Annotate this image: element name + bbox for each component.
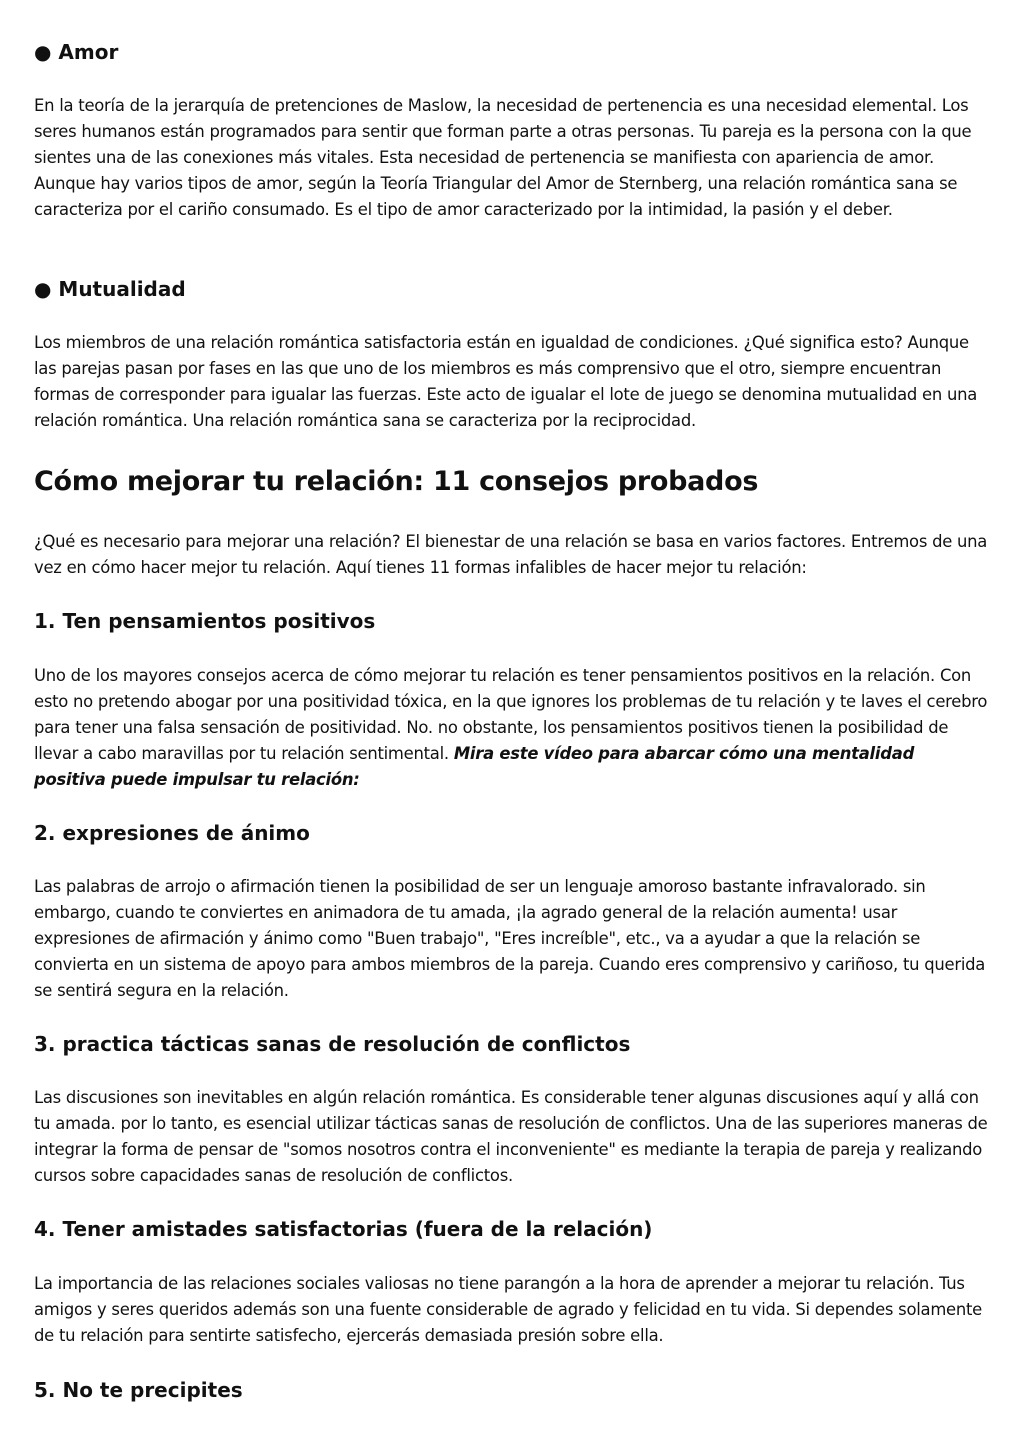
paragraph-tip-4: La importancia de las relaciones sociales valiosas no tiene parangón a la hora de aprender a mejorar tu relación. Tus amigos y seres queridos además son una fuente considerable de agrado y felicidad en tu vida. Si dependes solamente de tu relación para sentirte satisfecho, ejercerás demasiada presión sobre ella. [34,1274,983,1345]
paragraph-tip-1 [34,663,990,793]
heading-tip-3: 3. practica tácticas sanas de resolución de conflictos [34,1032,631,1056]
heading-tip-4: 4. Tener amistades satisfactorias (fuera de la relación) [34,1217,653,1241]
paragraph-intro: ¿Qué es necesario para mejorar una relación? El bienestar de una relación se basa en varios factores. Entremos de una vez en cómo hacer mejor tu relación. Aquí tienes 11 formas infalibles de hacer mejor tu relación: [34,532,988,577]
paragraph-tip-1-text: Uno de los mayores consejos acerca de cómo mejorar tu relación es tener pensamientos positivos en la relación. Con esto no pretendo abogar por una positividad tóxica, en la que ignores los problemas de tu relación y te laves el cerebro para tener una falsa sensación de positividad. No. no obstante, los pensamientos positivos tienen la posibilidad de llevar a cabo maravillas por tu relación sentimental. [34,666,988,763]
paragraph-amor: En la teoría de la jerarquía de pretenciones de Maslow, la necesidad de pertenencia es una necesidad elemental. Los seres humanos están programados para sentir que forman parte a otras personas. Tu pareja es la persona con la que sientes una de las conexiones más vitales. Esta necesidad de pertenencia se manifiesta con apariencia de amor. Aunque hay varios tipos de amor, según la Teoría Triangular del Amor de Sternberg, una relación romántica sana se caracteriza por el cariño consumado. Es el tipo de amor caracterizado por la intimidad, la pasión y el deber. [34,96,972,219]
heading-amor: ● Amor [34,40,119,64]
heading-tip-1: 1. Ten pensamientos positivos [34,609,376,633]
heading-tip-5: 5. No te precipites [34,1378,243,1402]
main-heading: Cómo mejorar tu relación: 11 consejos probados [34,466,759,497]
video-prompt-text: Mira este vídeo para abarcar cómo una mentalidad positiva puede impulsar tu relación: [34,744,915,789]
paragraph-mutualidad: Los miembros de una relación romántica satisfactoria están en igualdad de condiciones. ¿Qué significa esto? Aunque las parejas pasan por fases en las que uno de los miembros es más comprensivo que el otro, siempre encuentran formas de corresponder para igualar las fuerzas. Este acto de igualar el lote de juego se denomina mutualidad en una relación romántica. Una relación romántica sana se caracteriza por la reciprocidad. [34,333,978,430]
heading-tip-2: 2. expresiones de ánimo [34,821,310,845]
paragraph-tip-3: Las discusiones son inevitables en algún relación romántica. Es considerable tener algunas discusiones aquí y allá con tu amada. por lo tanto, es esencial utilizar tácticas sanas de resolución de conflictos. Una de las superiores maneras de integrar la forma de pensar de "somos nosotros contra el inconveniente" es mediante la terapia de pareja y realizando cursos sobre capacidades sanas de resolución de conflictos. [34,1088,988,1185]
heading-mutualidad: ● Mutualidad [34,277,186,301]
paragraph-tip-2: Las palabras de arrojo o afirmación tienen la posibilidad de ser un lenguaje amoroso bastante infravalorado. sin embargo, cuando te conviertes en animadora de tu amada, ¡la agrado general de la relación aumenta! usar expresiones de afirmación y ánimo como "Buen trabajo", "Eres increíble", etc., va a ayudar a que la relación se convierta en un sistema de apoyo para ambos miembros de la pareja. Cuando eres comprensivo y cariñoso, tu querida se sentirá segura en la relación. [34,877,986,1000]
